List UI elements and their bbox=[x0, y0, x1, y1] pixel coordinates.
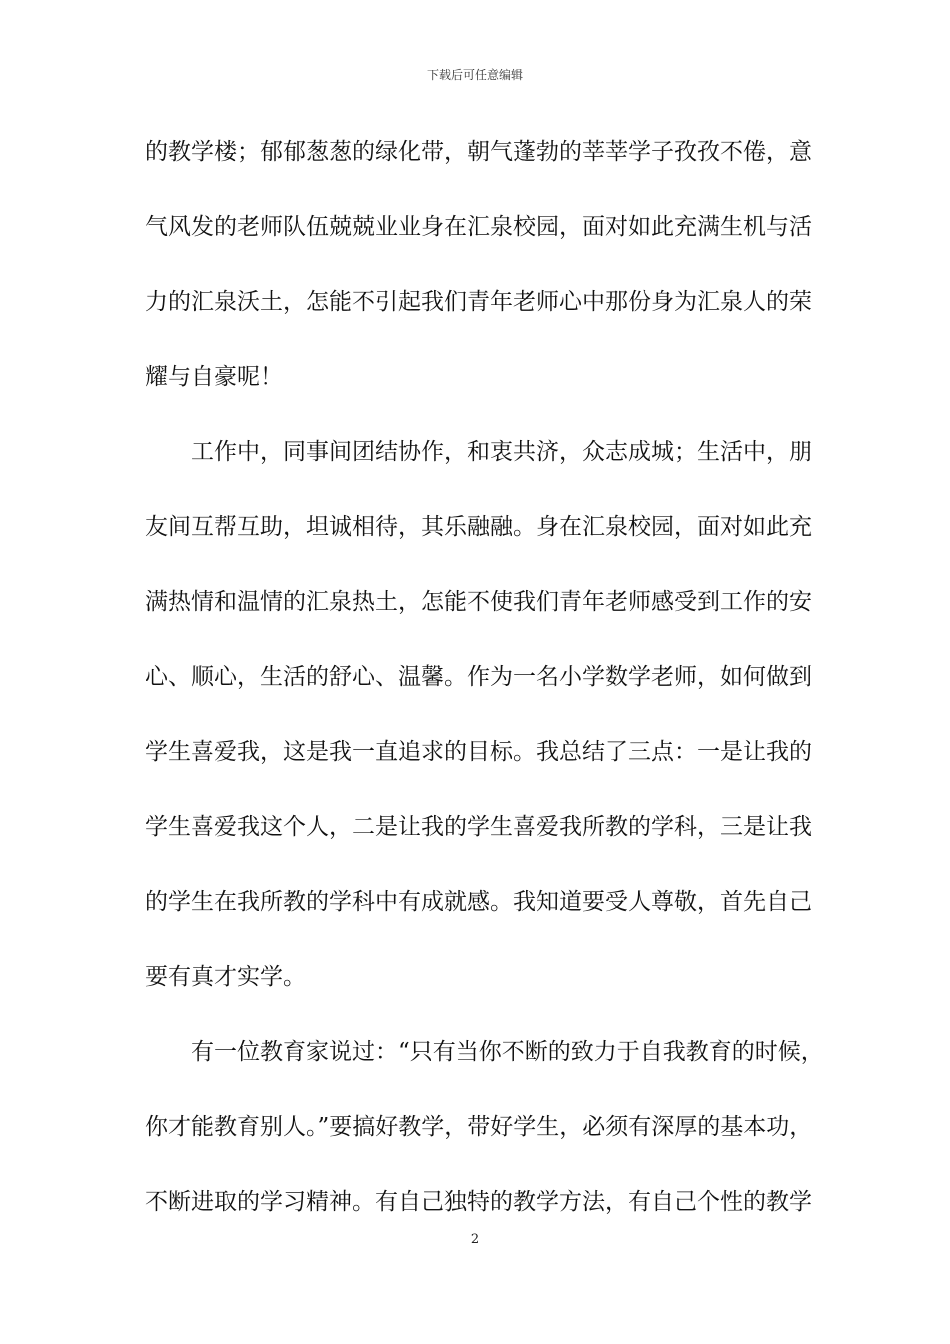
text-line: 耀与自豪呢！ bbox=[145, 364, 283, 390]
text-line: 友间互帮互助，坦诚相待，其乐融融。身在汇泉校园，面对如此充 bbox=[145, 514, 812, 540]
paragraph-first-line: 工作中，同事间团结协作，和衷共济，众志成城；生活中，朋 bbox=[191, 439, 812, 465]
text-line: 力的汇泉沃土，怎能不引起我们青年老师心中那份身为汇泉人的荣 bbox=[145, 289, 812, 315]
document-body bbox=[145, 128, 824, 1253]
text-line: 的教学楼；郁郁葱葱的绿化带，朝气蓬勃的莘莘学子孜孜不倦，意 bbox=[145, 139, 812, 165]
text-line: 的学生在我所教的学科中有成就感。我知道要受人尊敬，首先自己 bbox=[145, 889, 812, 915]
text-line: 要有真才实学。 bbox=[145, 964, 306, 990]
page-header: 下载后可任意编辑 bbox=[426, 68, 523, 82]
text-line: 你才能教育别人。”要搞好教学，带好学生，必须有深厚的基本功， bbox=[145, 1114, 813, 1140]
page-number: 2 bbox=[470, 1232, 480, 1247]
text-line: 学生喜爱我，这是我一直追求的目标。我总结了三点：一是让我的 bbox=[145, 739, 812, 765]
paragraph-first-line: 有一位教育家说过：“只有当你不断的致力于自我教育的时候， bbox=[191, 1039, 824, 1065]
text-line: 心、顺心，生活的舒心、温馨。作为一名小学数学老师，如何做到 bbox=[145, 664, 812, 690]
text-line: 气风发的老师队伍兢兢业业身在汇泉校园，面对如此充满生机与活 bbox=[145, 214, 812, 240]
text-line: 学生喜爱我这个人，二是让我的学生喜爱我所教的学科，三是让我 bbox=[145, 814, 812, 840]
text-line: 满热情和温情的汇泉热土，怎能不使我们青年老师感受到工作的安 bbox=[145, 589, 812, 615]
text-line: 不断进取的学习精神。有自己独特的教学方法，有自己个性的教学 bbox=[145, 1189, 812, 1215]
